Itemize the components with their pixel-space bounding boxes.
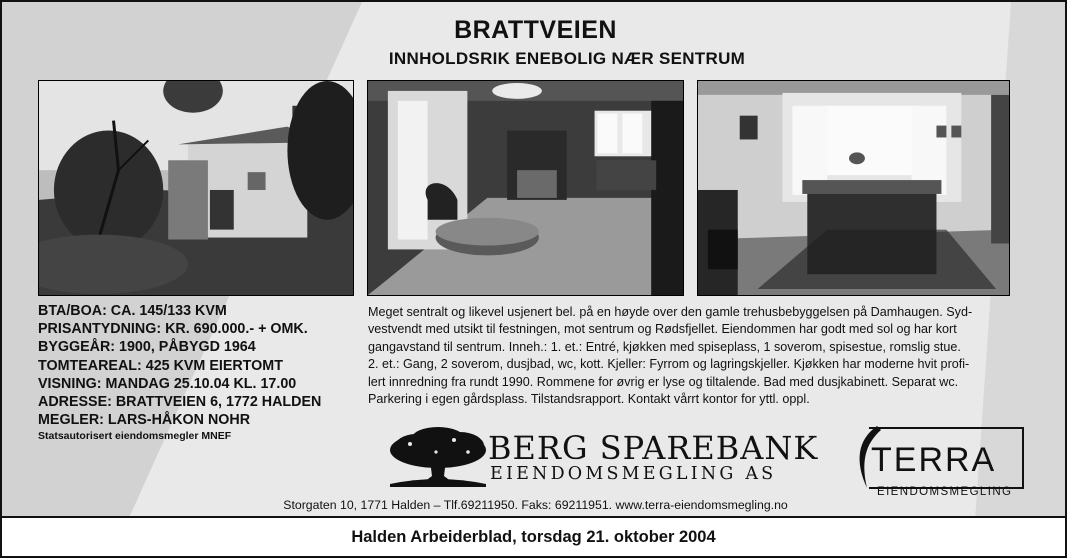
photo-dining-room bbox=[697, 80, 1010, 296]
photo-living-room bbox=[367, 80, 684, 296]
fact-address: ADRESSE: BRATTVEIEN 6, 1772 HALDEN bbox=[38, 394, 322, 411]
description-line: Parkering i egen gårdsplass. Tilstandsrapport. Kontakt vårrt kontor for yttl. oppl. bbox=[368, 392, 810, 407]
ad-subtitle: INNHOLDSRIK ENEBOLIG NÆR SENTRUM bbox=[388, 49, 746, 68]
description-line: gangavstand til sentrum. Inneh.: 1. et.: Entré, kjøkken med spiseplass, 1 soverom, spisestue, romslig stue. bbox=[368, 339, 961, 354]
fact-build-year: BYGGEÅR: 1900, PÅBYGD 1964 bbox=[38, 339, 256, 356]
photo-house-exterior bbox=[38, 80, 354, 296]
description-line: Meget sentralt og likevel usjenert bel. på en høyde over den gamle trehusbebyggelsen på Damhaugen. Syd- bbox=[368, 305, 973, 319]
newspaper-caption: Halden Arbeiderblad, torsdag 21. oktober 2004 bbox=[0, 518, 1067, 558]
fact-area: BTA/BOA: CA. 145/133 KVM bbox=[38, 303, 227, 319]
ad-title: BRATTVEIEN bbox=[454, 16, 617, 44]
fact-price: PRISANTYDNING: KR. 690.000.- + OMK. bbox=[38, 321, 308, 338]
fact-lot-area: TOMTEAREAL: 425 KVM EIERTOMT bbox=[38, 357, 283, 374]
oak-tree-icon bbox=[386, 426, 488, 490]
terra-logo bbox=[847, 422, 1029, 504]
property-facts bbox=[38, 302, 368, 443]
berg-logo-name: BERG SPAREBANK bbox=[488, 429, 819, 467]
description-line: vestvendt med utsikt til festningen, mot sentrum og Rødsfjellet. Eiendommen har godt med sol og har kort bbox=[368, 322, 957, 337]
property-description bbox=[368, 304, 1018, 408]
berg-sparebank-logo bbox=[386, 426, 819, 496]
description-line: 2. et.: Gang, 2 soverom, dusjbad, wc, kott. Kjeller: Fyrrom og lagringskjeller. Kjøkken har moderne hvit profi- bbox=[368, 357, 970, 372]
contact-line: Storgaten 10, 1771 Halden – Tlf.69211950. Faks: 69211951. www.terra-eiendomsmegling.no bbox=[283, 498, 788, 512]
description-line: lert innredning fra rundt 1990. Rommene for øvrig er lyse og tiltalende. Bad med dusjkabinett. Separat wc. bbox=[368, 374, 959, 389]
fact-broker: MEGLER: LARS-HÅKON NOHR bbox=[38, 412, 251, 429]
fact-viewing: VISNING: MANDAG 25.10.04 KL. 17.00 bbox=[38, 375, 297, 392]
berg-logo-sub: EIENDOMSMEGLING AS bbox=[490, 464, 777, 484]
broker-title: Statsautorisert eiendomsmegler MNEF bbox=[38, 430, 232, 443]
terra-logo-sub: EIENDOMSMEGLING bbox=[877, 486, 1013, 498]
terra-logo-name: TERRA bbox=[871, 441, 997, 479]
